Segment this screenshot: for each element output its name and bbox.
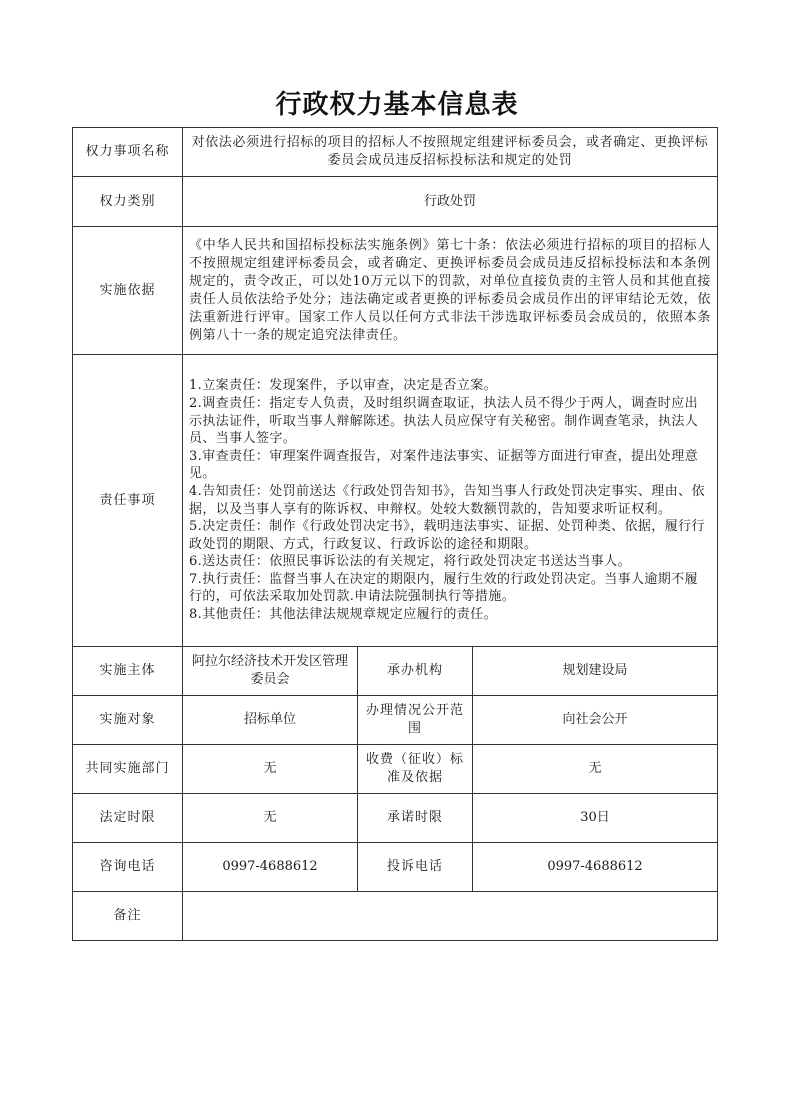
row-implementation-target [73,696,718,745]
row-phone [73,843,718,892]
responsibilities-list [183,355,718,647]
consult-phone-value: 0997-4688612 [183,843,358,892]
remarks-label: 备注 [73,892,183,941]
row-implementation-basis [73,227,718,355]
responsibilities-label: 责任事项 [73,355,183,647]
power-category-label: 权力类别 [73,177,183,227]
legal-time-limit-label: 法定时限 [73,794,183,843]
row-implementing-body [73,647,718,696]
responsibility-item: 6.送达责任：依照民事诉讼法的有关规定，将行政处罚决定书送达当事人。 [189,554,632,570]
responsibility-item: 5.决定责任：制作《行政处罚决定书》，载明违法事实、证据、处罚种类、依据，履行行政处罚的期限、方式，行政复议、行政诉讼的途径和期限。 [189,519,705,552]
disclosure-scope-value: 向社会公开 [473,696,718,745]
responsibility-item: 8.其他责任：其他法律法规规章规定应履行的责任。 [189,607,498,623]
fee-standard-value: 无 [473,745,718,794]
power-category-value: 行政处罚 [183,177,718,227]
joint-department-label: 共同实施部门 [73,745,183,794]
handling-agency-value: 规划建设局 [473,647,718,696]
responsibility-item: 1.立案责任：发现案件，予以审查，决定是否立案。 [189,378,498,394]
consult-phone-label: 咨询电话 [73,843,183,892]
remarks-value [183,892,718,941]
complaint-phone-label: 投诉电话 [358,843,473,892]
implementation-basis-label: 实施依据 [73,227,183,355]
fee-standard-label: 收费（征收）标准及依据 [358,745,473,794]
joint-department-value: 无 [183,745,358,794]
handling-agency-label: 承办机构 [358,647,473,696]
row-joint-department [73,745,718,794]
legal-time-limit-value: 无 [183,794,358,843]
promised-time-limit-label: 承诺时限 [358,794,473,843]
info-table [72,127,718,941]
power-item-name-label: 权力事项名称 [73,128,183,177]
row-power-category [73,177,718,227]
disclosure-scope-label: 办理情况公开范围 [358,696,473,745]
complaint-phone-value: 0997-4688612 [473,843,718,892]
responsibility-item: 7.执行责任：监督当事人在决定的期限内，履行生效的行政处罚决定。当事人逾期不履行的，可依法采取加处罚款.申请法院强制执行等措施。 [189,571,699,605]
implementation-basis-value: 《中华人民共和国招标投标法实施条例》第七十条：依法必须进行招标的项目的招标人不按照规定组建评标委员会，或者确定、更换评标委员会成员违反招标投标法和本条例规定的，责令改正，可以处10万元以下的罚款，对单位直接负责的主管人员和其他直接责任人员依法给予处分；违法确定或者更换的评标委员会成员作出的评审结论无效，依法重新进行评审。国家工作人员以任何方式非法干涉选取评标委员会成员的，依照本条例第八十一条的规定追究法律责任。 [183,227,718,355]
implementing-body-value: 阿拉尔经济技术开发区管理委员会 [183,647,358,696]
responsibility-item: 4.告知责任：处罚前送达《行政处罚告知书》，告知当事人行政处罚决定事实、理由、依据，以及当事人享有的陈诉权、申辩权。处较大数额罚款的，告知要求听证权利。 [189,483,705,517]
implementation-target-value: 招标单位 [183,696,358,745]
promised-time-limit-value: 30日 [473,794,718,843]
responsibility-item: 2.调查责任：指定专人负责，及时组织调查取证，执法人员不得少于两人，调查时应出示执法证件，听取当事人辩解陈述。执法人员应保守有关秘密。制作调查笔录，执法人员、当事人签字。 [189,395,699,447]
row-responsibilities [73,355,718,647]
row-legal-time-limit [73,794,718,843]
responsibility-item: 3.审查责任：审理案件调查报告，对案件违法事实、证据等方面进行审查，提出处理意见。 [189,448,699,482]
power-item-name-value: 对依法必须进行招标的项目的招标人不按照规定组建评标委员会，或者确定、更换评标委员会成员违反招标投标法和规定的处罚 [183,128,718,177]
implementation-target-label: 实施对象 [73,696,183,745]
row-remarks [73,892,718,941]
implementing-body-label: 实施主体 [73,647,183,696]
document-title: 行政权力基本信息表 [275,90,519,120]
row-power-item-name [73,128,718,177]
